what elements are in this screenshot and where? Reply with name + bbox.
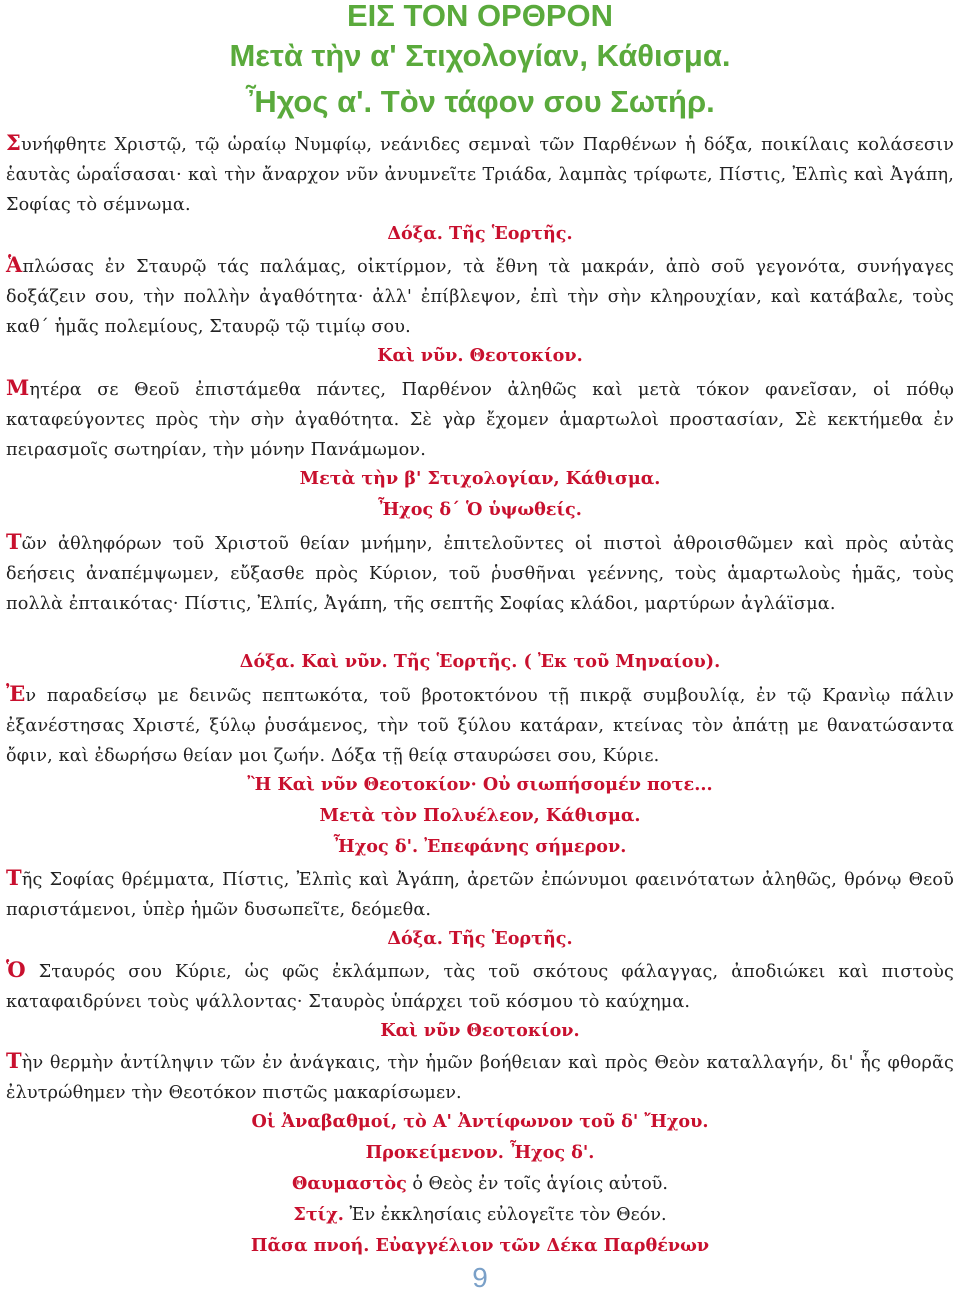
cross-paragraph: [6, 955, 954, 1017]
paragraph-text: ὴν θερμὴν ἀντίληψιν τῶν ἐν ἀνάγκαις, τὴν ἡμῶν βοήθειαν καὶ πρὸς Θεὸν καταλλαγήν, δι' ἧς φθορᾶς ἐλυτρώθημεν τὴν Θεοτόκον πιστῶς μακαρίσωμεν.: [6, 1053, 954, 1104]
paragraph-text: υνήφθητε Χριστῷ, τῷ ὡραίῳ Νυμφίῳ, νεάνιδες σεμναὶ τῶν Παρθένων ἡ δόξα, ποικίλαις κολάσεσιν ἑαυτὰς ὡραΐσασαι· καὶ τὴν ἄναρχον νῦν ἀνυμνεῖτε Τριάδα, λαμπὰς τρίφωτε, Πίστις, Ἐλπὶς καὶ Ἀγάπη, Σοφίας τὸ σέμνωμα.: [6, 135, 954, 216]
paragraph-text: ητέρα σε Θεοῦ ἐπιστάμεθα πάντες, Παρθένον ἀληθῶς καὶ μετὰ τόκον φανεῖσαν, οἱ πόθῳ καταφεύγοντες πρὸς τὴν σὴν ἀγαθότητα. Σὲ γὰρ ἔχομεν ἁμαρτωλοὶ προστασίαν, Σὲ κεκτήμεθα ἐν πειρασμοῖς σωτηρίαν, τὴν μόνην Πανάμωμον.: [6, 380, 954, 461]
sophia-paragraph: [6, 863, 954, 925]
kathisma-paragraph-2: [6, 250, 954, 343]
paragraph-text: πλώσας ἐν Σταυρῷ τάς παλάμας, οἰκτίρμον, τὰ ἔθνη τὰ μακράν, ἀπὸ σοῦ γεγονότα, συνήγαγες δοξάζειν σου, τὴν πολλὴν ἀγαθότητα· ἀλλ' ἐπίβλεψον, ἐπὶ τὴν σὴν κληρουχίαν, καὶ κατάβαλε, τοὺς καθ΄ ἡμᾶς πολεμίους, Σταυρῷ τῷ τιμίῳ σου.: [6, 257, 954, 338]
main-title: ΕΙΣ ΤΟΝ ΟΡΘΡΟΝ: [346, 0, 614, 33]
heading-doxa-2: Δόξα. Τῆς Ἑορτῆς.: [387, 928, 573, 949]
theotokion-paragraph: [6, 373, 954, 466]
verse-text: Ἐν ἐκκλησίαις εὐλογεῖτε τὸν Θεόν.: [343, 1205, 667, 1225]
heading-tone-4: Ἦχος δ΄ Ὁ ὑψωθείς.: [378, 499, 582, 520]
heading-prokeimenon: Προκείμενον. Ἦχος δ'.: [365, 1142, 595, 1163]
verse-label: Θαυμαστὸς: [292, 1173, 407, 1194]
intercession-paragraph: [6, 1046, 954, 1108]
drop-letter: Σ: [6, 130, 21, 155]
verse-label: Στίχ.: [293, 1204, 344, 1225]
paragraph-text: ν παραδείσῳ με δεινῶς πεπτωκότα, τοῦ βροτοκτόνου τῇ πικρᾷ συμβουλίᾳ, ἐν τῷ Κρανὶῳ πάλιν ἐξανέστησας Χριστέ, ξύλῳ ῥυσάμενος, τὴν τοῦ ξύλου κατάραν, κτείνας τὸν ἀπάτῃ με θανατώσαντα ὄφιν, καὶ ἐδωρήσω θείαν μοι ζωήν.: [6, 686, 954, 767]
drop-letter: Ἁ: [6, 252, 23, 277]
drop-letter: Ὁ: [6, 957, 26, 982]
subtitle-tone: Ἦχος α'. Τὸν τάφον σου Σωτήρ.: [245, 84, 715, 119]
paragraph-text: Σταυρός σου Κύριε, ὡς φῶς ἐκλάμπων, τὰς τοῦ σκότους φάλαγγας, ἀποδιώκει καὶ πιστοὺς καταφαιδρύνει τοὺς ψάλλοντας· Σταυρὸς ὑπάρχει τοῦ κόσμου τὸ καύχημα.: [6, 962, 954, 1013]
drop-letter: Μ: [6, 375, 30, 400]
paragraph-text: ῆς Σοφίας θρέμματα, Πίστις, Ἐλπὶς καὶ Ἀγάπη, ἀρετῶν ἐπώνυμοι φαεινότατων ἀληθῶς, θρόνῳ Θεοῦ παριστάμενοι, ὑπὲρ ἡμῶν δυσωπεῖτε, δεόμεθα.: [6, 870, 954, 921]
subtitle-stichologia: Μετὰ τὴν α' Στιχολογίαν, Κάθισμα.: [229, 38, 731, 73]
paragraph-tail: Δόξα τῇ θείᾳ σταυρώσει σου, Κύριε.: [330, 746, 660, 767]
kathisma-paragraph-1: [6, 128, 954, 221]
prokeimenon-verse: [0, 1169, 960, 1199]
drop-letter: Ἐ: [6, 681, 26, 706]
drop-letter: Τ: [6, 1048, 22, 1073]
paragraph-text: ῶν ἀθληφόρων τοῦ Χριστοῦ θείαν μνήμην, ἐπιτελοῦντες οἱ πιστοὶ ἀθροισθῶμεν καὶ πρὸς αὐτὰς δεήσεις ἀναπέμψωμεν, εὔξασθε πρὸς Κύριον, τοῦ ῥυσθῆναι γεέννης, τοὺς ἁμαρτωλοὺς ἡμᾶς, τοὺς πολλὰ ἐπταικότας· Πίστις, Ἐλπίς, Ἀγάπη, τῆς σεπτῆς Σοφίας κλάδοι, μαρτύρων ἀγλάϊσμα.: [6, 534, 954, 615]
heading-second-stichologia: Μετὰ τὴν β' Στιχολογίαν, Κάθισμα.: [299, 468, 661, 489]
heading-doxa-menaion: Δόξα. Καὶ νῦν. Τῆς Ἑορτῆς. ( Ἐκ τοῦ Μηναίου).: [239, 651, 721, 672]
drop-letter: Τ: [6, 865, 22, 890]
drop-letter: Τ: [6, 529, 22, 554]
verse-text: ὁ Θεὸς ἐν τοῖς ἁγίοις αὐτοῦ.: [406, 1174, 668, 1194]
heading-tone-4-epefanis: Ἦχος δ'. Ἐπεφάνης σήμερον.: [333, 836, 627, 857]
heading-polyeleos: Μετὰ τὸν Πολυέλεον, Κάθισμα.: [319, 805, 641, 826]
heading-theotokion-alt: Ἢ Καὶ νῦν Θεοτοκίον· Οὐ σιωπήσομέν ποτε...: [247, 774, 713, 795]
heading-theotokion-2: Καὶ νῦν Θεοτοκίον.: [380, 1020, 580, 1041]
heading-theotokion: Καὶ νῦν. Θεοτοκίον.: [377, 345, 583, 366]
stichos-verse: [0, 1200, 960, 1230]
page-number: 9: [472, 1262, 488, 1293]
heading-doxa: Δόξα. Τῆς Ἑορτῆς.: [387, 223, 573, 244]
martyrs-paragraph: [6, 527, 954, 620]
heading-gospel: Πᾶσα πνοή. Εὐαγγέλιον τῶν Δέκα Παρθένων: [250, 1235, 710, 1256]
paradise-paragraph: [6, 679, 954, 772]
heading-anavathmoi: Οἱ Ἀναβαθμοί, τὸ Α' Ἀντίφωνον τοῦ δ' Ἤχου.: [251, 1111, 709, 1132]
